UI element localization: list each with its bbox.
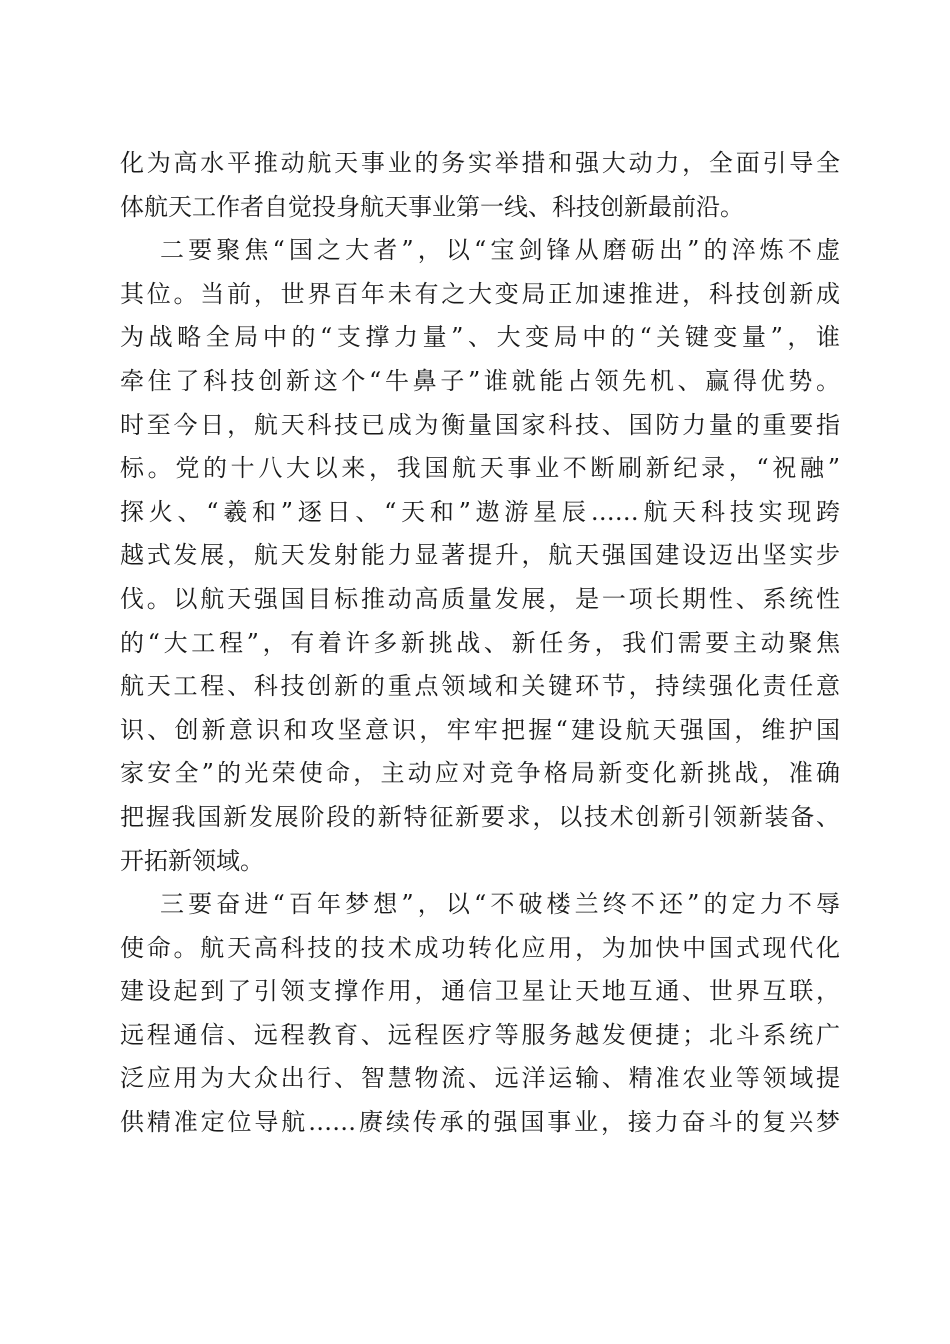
body-line: 体航天工作者自觉投身航天事业第一线、科技创新最前沿。 xyxy=(120,192,744,221)
paragraph-three-first-line: 三要奋进“百年梦想”，以“不破楼兰终不还”的定力不辱 xyxy=(160,890,840,919)
body-line: 航天工程、科技创新的重点领域和关键环节，持续强化责任意 xyxy=(120,672,840,701)
body-line: 标。党的十八大以来，我国航天事业不断刷新纪录，“祝融” xyxy=(120,454,840,483)
body-line: 远程通信、远程教育、远程医疗等服务越发便捷；北斗系统广 xyxy=(120,1020,840,1049)
body-line: 其位。当前，世界百年未有之大变局正加速推进，科技创新成 xyxy=(120,279,840,308)
body-line: 时至今日，航天科技已成为衡量国家科技、国防力量的重要指 xyxy=(120,410,840,439)
body-line: 化为高水平推动航天事业的务实举措和强大动力，全面引导全 xyxy=(120,149,840,177)
body-line: 探火、“羲和”逐日、“天和”遨游星辰……航天科技实现跨 xyxy=(120,497,840,526)
body-line: 供精准定位导航……赓续传承的强国事业，接力奋斗的复兴梦 xyxy=(120,1108,840,1137)
body-line: 泛应用为大众出行、智慧物流、远洋运输、精准农业等领域提 xyxy=(120,1064,840,1093)
body-line: 使命。航天高科技的技术成功转化应用，为加快中国式现代化 xyxy=(120,933,840,962)
body-line: 家安全”的光荣使命，主动应对竞争格局新变化新挑战，准确 xyxy=(120,759,840,788)
body-line: 开拓新领域。 xyxy=(120,846,264,875)
paragraph-two-first-line: 二要聚焦“国之大者”，以“宝剑锋从磨砺出”的淬炼不虚 xyxy=(160,236,840,265)
body-line: 把握我国新发展阶段的新特征新要求，以技术创新引领新装备、 xyxy=(120,802,840,831)
body-line: 越式发展，航天发射能力显著提升，航天强国建设迈出坚实步 xyxy=(120,541,840,570)
body-line: 为战略全局中的“支撑力量”、大变局中的“关键变量”，谁 xyxy=(120,323,840,352)
document-body xyxy=(120,142,840,1145)
body-line: 建设起到了引领支撑作用，通信卫星让天地互通、世界互联， xyxy=(120,977,840,1006)
body-line: 识、创新意识和攻坚意识，牢牢把握“建设航天强国，维护国 xyxy=(120,715,840,744)
body-line: 伐。以航天强国目标推动高质量发展，是一项长期性、系统性 xyxy=(120,584,840,613)
body-line: 的“大工程”，有着许多新挑战、新任务，我们需要主动聚焦 xyxy=(120,628,840,657)
body-line: 牵住了科技创新这个“牛鼻子”谁就能占领先机、赢得优势。 xyxy=(120,366,840,395)
